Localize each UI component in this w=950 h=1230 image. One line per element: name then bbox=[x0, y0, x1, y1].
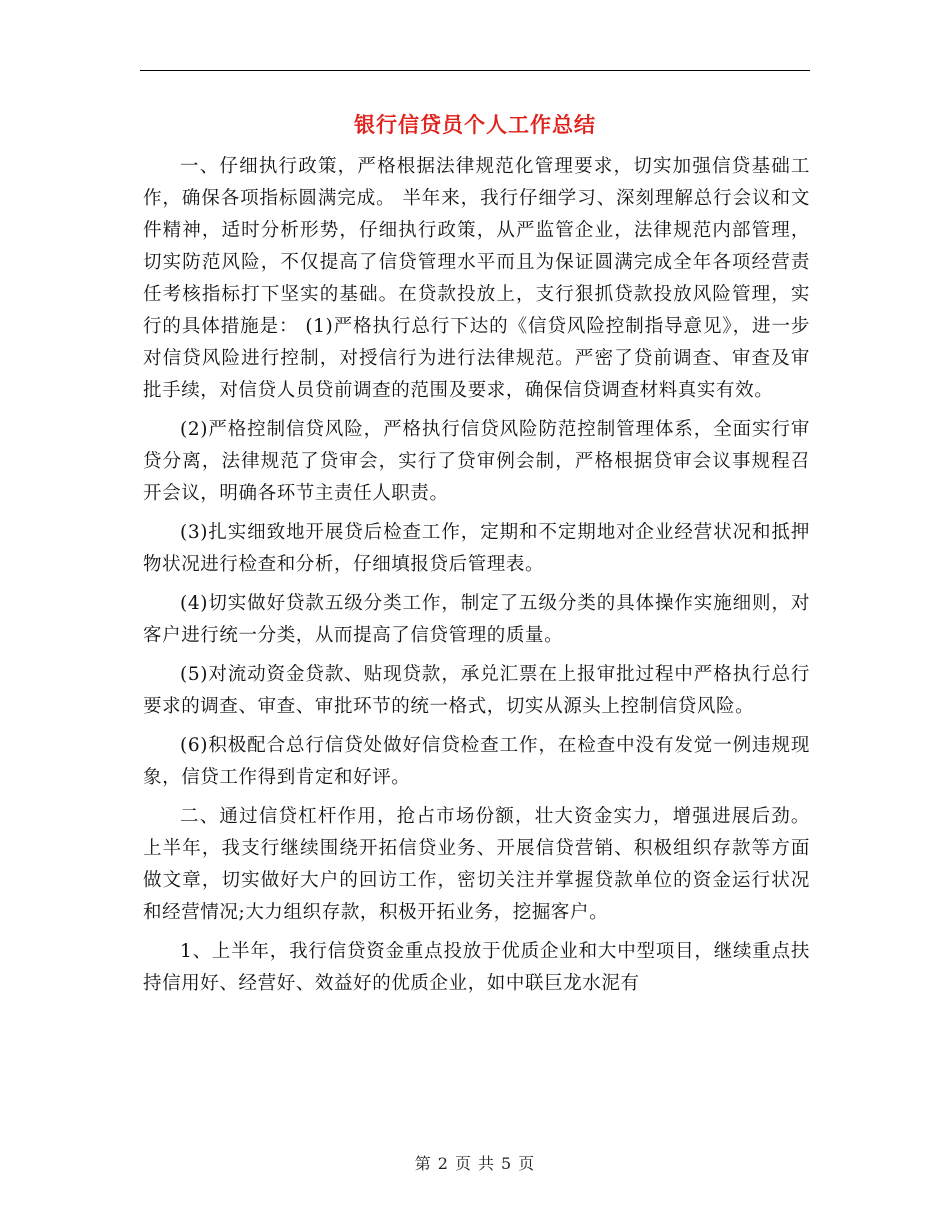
current-page-number: 2 bbox=[437, 1154, 449, 1173]
header-rule bbox=[140, 70, 810, 71]
paragraph: 二、通过信贷杠杆作用，抢占市场份额，壮大资金实力，增强进展后劲。上半年，我支行继续围绕开拓信贷业务、开展信贷营销、积极组织存款等方面做文章，切实做好大户的回访工作，密切关注并掌握贷款单位的资金运行状况和经营情况;大力组织存款，积极开拓业务，挖掘客户。 bbox=[143, 806, 810, 923]
footer-middle: 页 共 bbox=[454, 1154, 496, 1173]
paragraph: (6)积极配合总行信贷处做好信贷检查工作，在检查中没有发觉一例违规现象，信贷工作得到肯定和好评。 bbox=[143, 735, 810, 788]
paragraph: (5)对流动资金贷款、贴现贷款，承兑汇票在上报审批过程中严格执行总行要求的调查、审查、审批环节的统一格式，切实从源头上控制信贷风险。 bbox=[143, 664, 810, 717]
paragraph: (3)扎实细致地开展贷后检查工作，定期和不定期地对企业经营状况和抵押物状况进行检查和分析，仔细填报贷后管理表。 bbox=[143, 522, 810, 575]
total-page-count: 5 bbox=[501, 1154, 513, 1173]
document-body bbox=[143, 151, 810, 1007]
document-title: 银行信贷员个人工作总结 bbox=[354, 112, 596, 137]
paragraph: (4)切实做好贷款五级分类工作，制定了五级分类的具体操作实施细则，对客户进行统一分类，从而提高了信贷管理的质量。 bbox=[143, 593, 810, 646]
paragraph: 一、仔细执行政策，严格根据法律规范化管理要求，切实加强信贷基础工作，确保各项指标圆满完成。 半年来，我行仔细学习、深刻理解总行会议和文件精神，适时分析形势，仔细执行政策，从严监管企业，法律规范内部管理，切实防范风险，不仅提高了信贷管理水平而且为保证圆满完成全年各项经营责任考核指标打下坚实的基础。在贷款投放上，支行狠抓贷款投放风险管理，实行的具体措施是： (1)严格执行总行下达的《信贷风险控制指导意见》，进一步对信贷风险进行控制，对授信行为进行法律规范。严密了贷前调查、审查及审批手续，对信贷人员贷前调查的范围及要求，确保信贷调查材料真实有效。 bbox=[143, 156, 810, 401]
paragraph: (2)严格控制信贷风险，严格执行信贷风险防范控制管理体系，全面实行审贷分离，法律规范了贷审会，实行了贷审例会制，严格根据贷审会议事规程召开会议，明确各环节主责任人职责。 bbox=[143, 419, 810, 504]
page-footer bbox=[0, 1151, 950, 1174]
paragraph: 1、上半年，我行信贷资金重点投放于优质企业和大中型项目，继续重点扶持信用好、经营好、效益好的优质企业，如中联巨龙水泥有 bbox=[143, 941, 810, 994]
footer-suffix: 页 bbox=[518, 1154, 536, 1173]
footer-prefix: 第 bbox=[414, 1154, 432, 1173]
